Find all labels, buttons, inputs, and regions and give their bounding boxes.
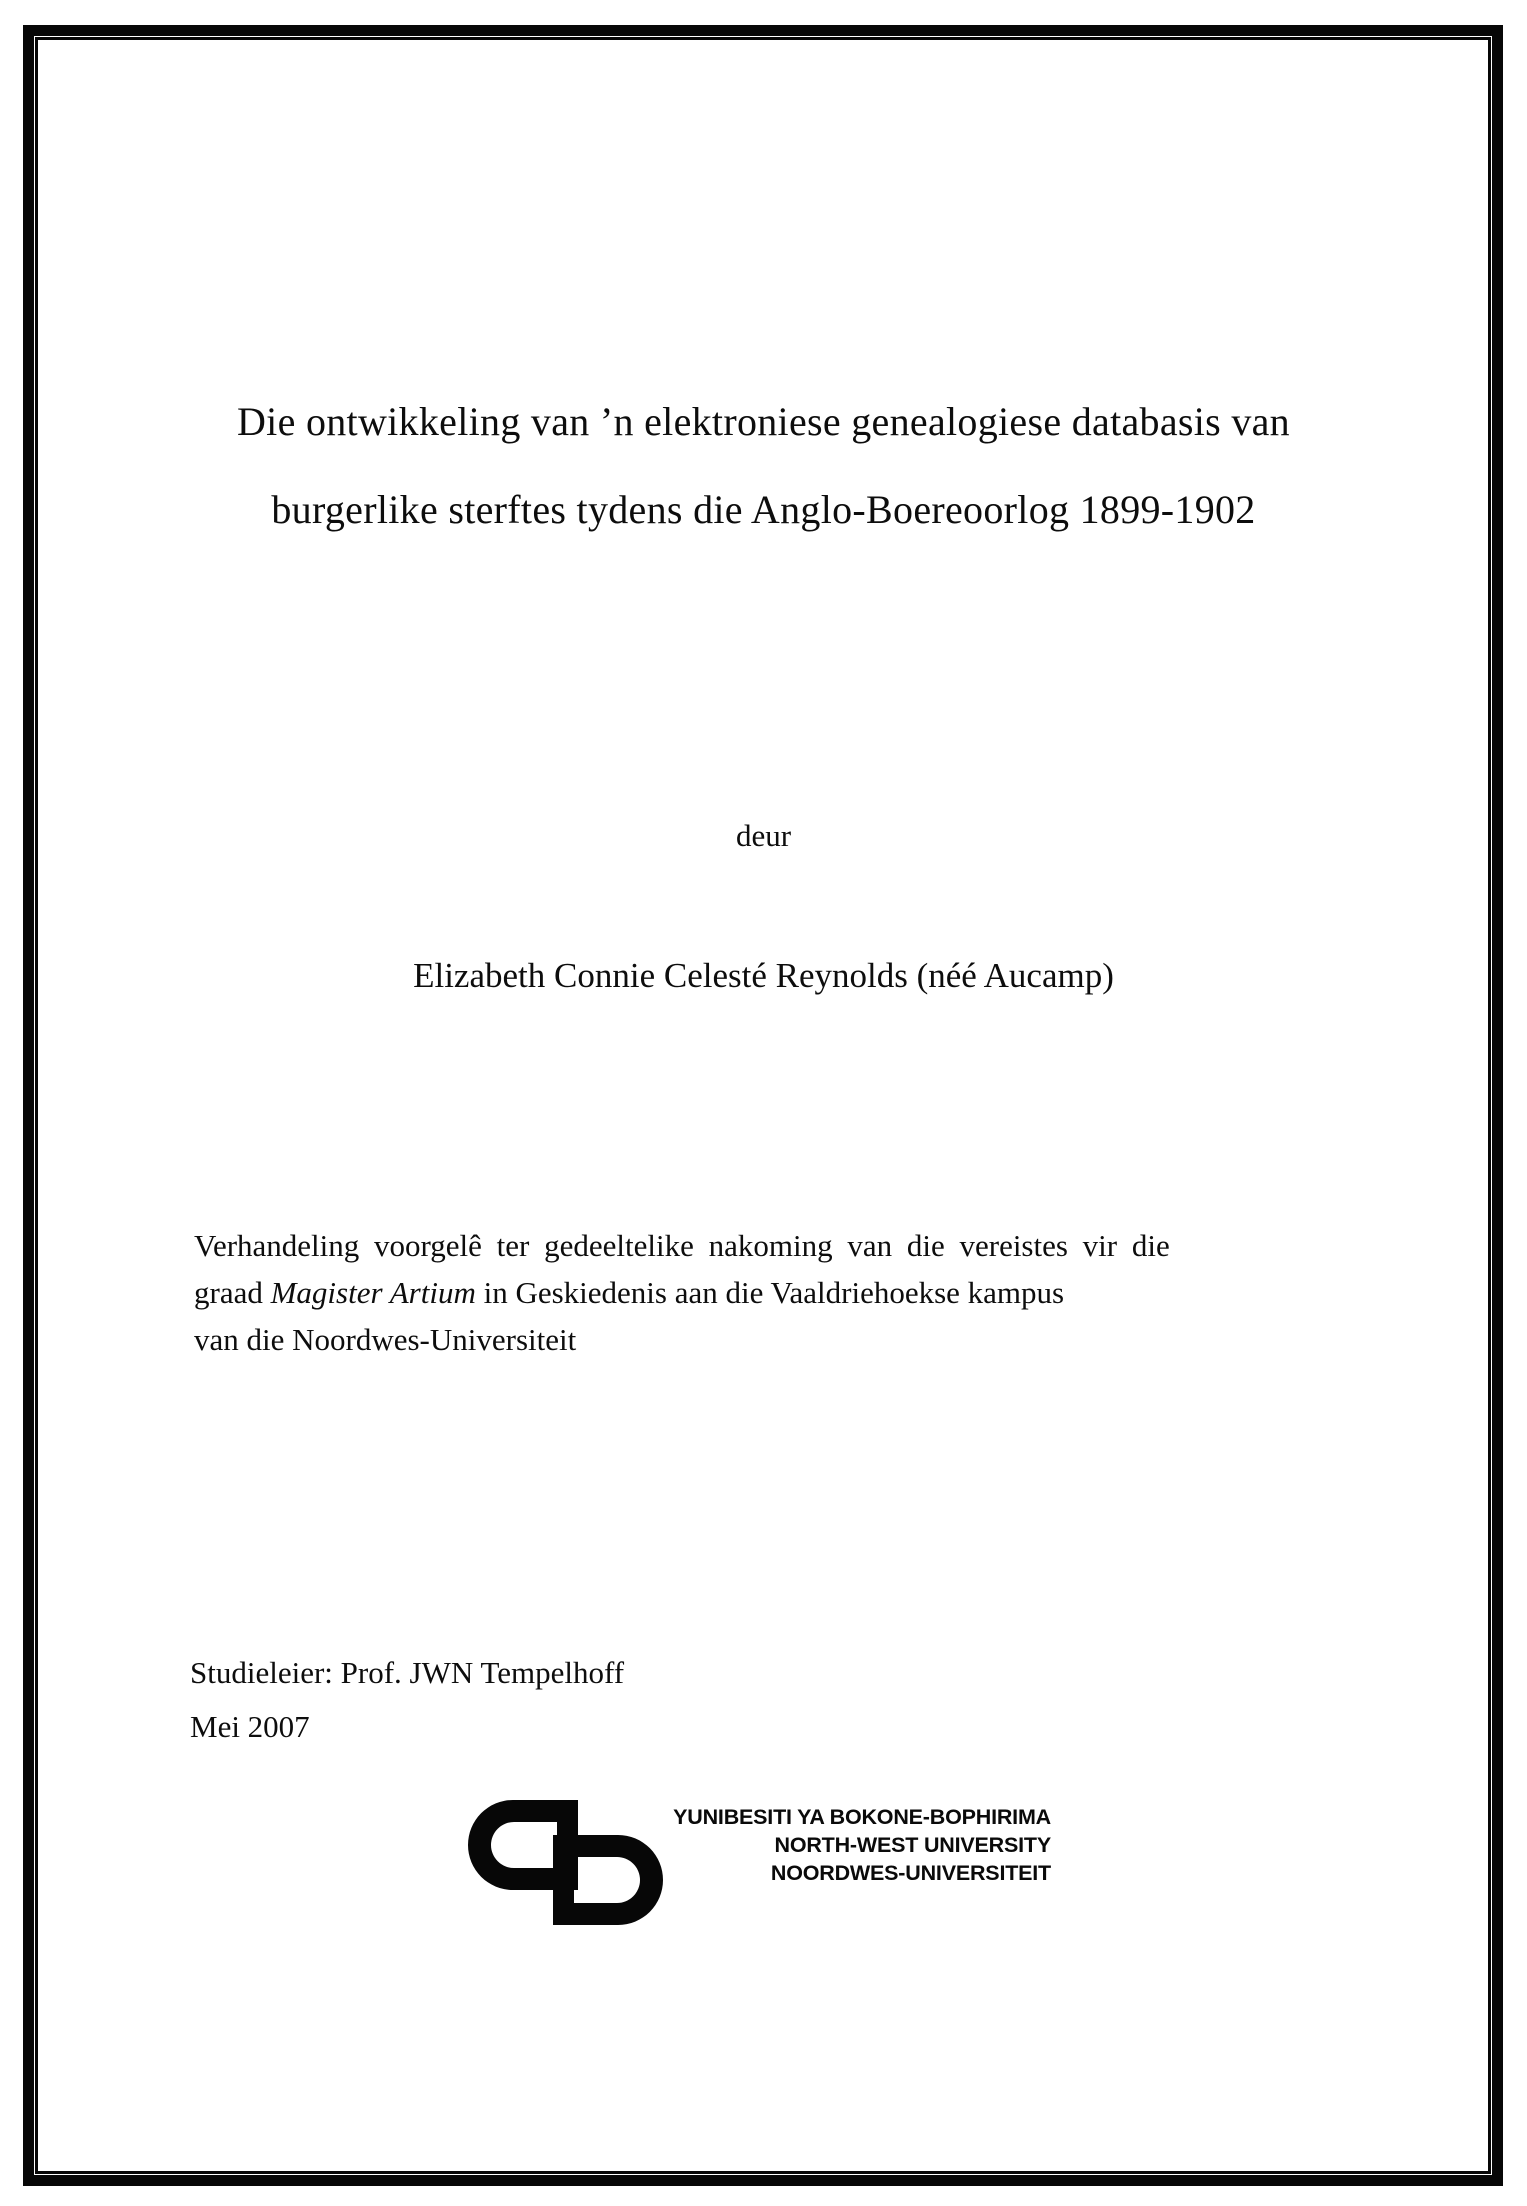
submission-line-2-suffix: in Geskiedenis aan die Vaaldriehoekse kampus	[475, 1275, 1065, 1310]
date-line: Mei 2007	[190, 1709, 310, 1744]
thesis-title-line-1: Die ontwikkeling van ’n elektroniese genealogiese databasis van	[236, 399, 1290, 444]
logo-text-line-setswana: YUNIBESITI YA BOKONE-BOPHIRIMA	[673, 1805, 1051, 1829]
submission-line-2	[194, 1269, 1336, 1316]
supervisor-block	[190, 1646, 624, 1754]
submission-line-1: Verhandeling voorgelê ter gedeeltelike nakoming van die vereistes vir die	[194, 1228, 1170, 1263]
submission-line-3: van die Noordwes-Universiteit	[194, 1322, 577, 1357]
thesis-title-line-2: burgerlike sterftes tydens die Anglo-Boereoorlog 1899-1902	[271, 487, 1256, 532]
author-name: Elizabeth Connie Celesté Reynolds (néé Aucamp)	[413, 956, 1114, 995]
degree-name-italic: Magister Artium	[270, 1275, 476, 1310]
submission-line-2-prefix: graad	[194, 1275, 271, 1310]
supervisor-line: Studieleier: Prof. JWN Tempelhoff	[190, 1655, 625, 1690]
byline-label: deur	[735, 818, 792, 853]
nwu-logo-text	[588, 1803, 1051, 1887]
submission-statement	[194, 1222, 1336, 1363]
logo-text-line-english: NORTH-WEST UNIVERSITY	[774, 1833, 1051, 1857]
logo-text-line-afrikaans: NOORDWES-UNIVERSITEIT	[770, 1861, 1051, 1885]
